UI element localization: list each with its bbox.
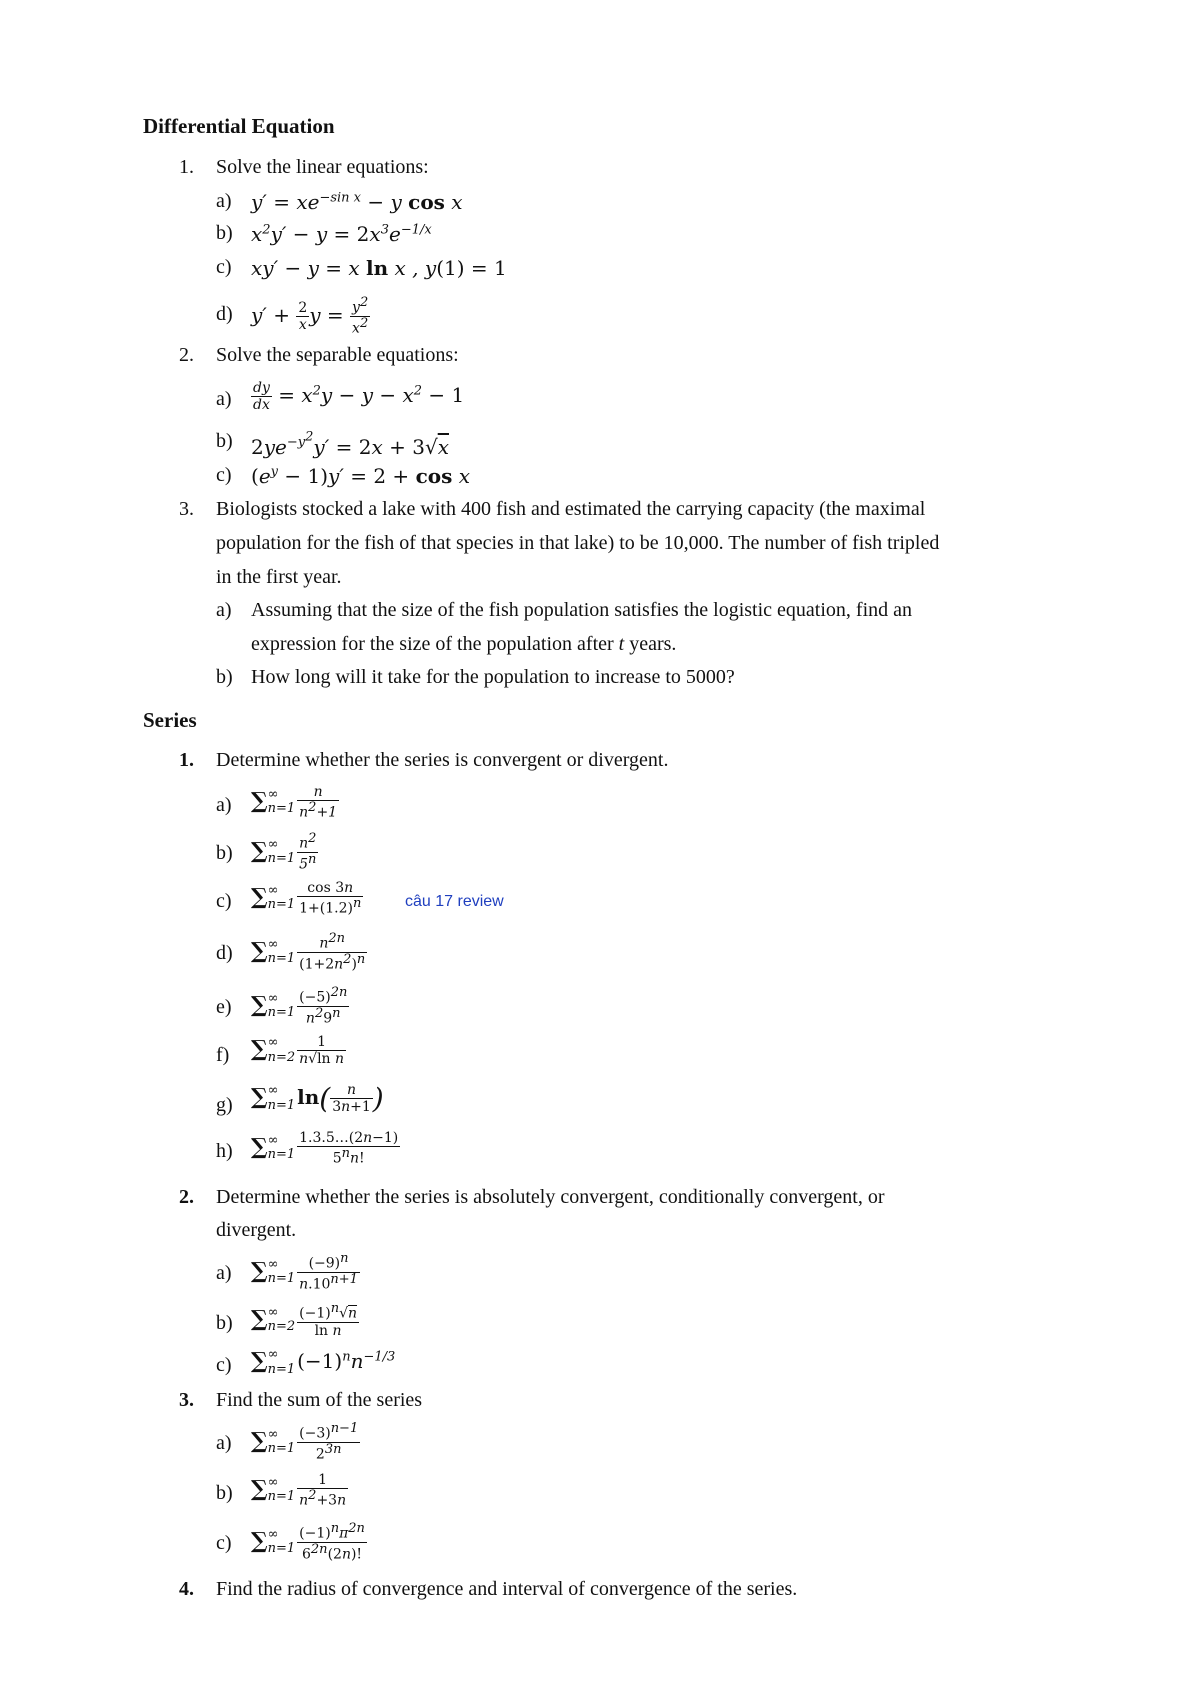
series-expression: ∑ ∞ n=1 $\frac{(-9)^n}{n.10^{n+1}}$ xyxy=(251,1251,358,1293)
series-expression: ∑ ∞ n=1 $(-1)^nn^{-1/3}$ xyxy=(251,1347,396,1377)
series-expression: ∑ ∞ n=1 $\frac{1.3.5\dots(2n-1)}{5^nn!}$ xyxy=(251,1130,399,1167)
equation: $x^2y' - y = 2x^3e^{-1/x}$ xyxy=(251,222,432,246)
series-expression: ∑ ∞ n=1 $\frac{n^2}{5^n}$ xyxy=(251,831,317,873)
section-title-series: Series xyxy=(143,708,197,732)
equation: $\frac{dy}{dx}$ = $x^2y - y - x^2 - 1$ xyxy=(253,380,465,414)
series-expression: ∑ ∞ n=2 $\frac{1}{\text{n√ln n}}$ xyxy=(251,1034,345,1068)
series-expression: ∑ ∞ n=1 $\frac{(-1)^n\pi^{2n}}{6^{2n}(2n)!}$ xyxy=(251,1521,365,1563)
handwritten-annotation: câu 17 review xyxy=(405,893,504,910)
document-page: Differential Equation 1. Solve the linear equations: a) $y' = xe^{-sin x} - y$ cos x b) $x^2y' - y = 2x^3e^{-1/x}$ c) xy′ − y = x ln x , y(1) = 1 d) y′ + $\frac{2}{x}$ y = $\frac{y^2}{x^2}$ 2. Solve the separable equations: a) $\frac{dy}{dx}$ = $x^2y - y - x^2 - 1$ b) $2ye^{-y^2}y' = 2x + 3√x$ c) $(e^y - 1)y' = 2 + \cos x$ 3. Biologists stocked a lake with 400 fish and estimated the carrying capacity (the maximal population for the fish of that species in that lake) to be 10,000. The number of fish tripled in the first year. a) Assuming that the size of the fish population satisfies the logistic equation, find an expression for the size of the population after t years. b) How long will it take for the population to increase to 5000? Series 1. Determine whether the series is convergent or divergent. a) ∑ ∞ n=1 $\frac{n}{n^2+1}$ b) ∑ ∞ n=1 $\frac{n^2}{5^n}$ c) ∑ ∞ n=1 $\frac{\cos 3n}{1+(1.2)^n}$ câu 17 review d) ∑ ∞ n=1 $\frac{n^{2n}}{(1+2n^2)^n}$ e) ∑ ∞ n=1 $\frac{(-5)^{2n}}{n^29^n}$ f) ∑ ∞ n=2 $\frac{1}{\text{n√ln n}}$ g) ∑ ∞ n=1 ln( $\frac{n}{3n+1}$ ) h) ∑ ∞ n=1 $\frac{1.3.5\dots(2n-1)}{5^nn!}$ 2. Determine whether the series is absolutely convergent, conditionally convergent, or divergent. a) ∑ ∞ n=1 $\frac{(-9)^n}{n.10^{n+1}}$ b) ∑ ∞ n=2 $\frac{(-1)^n√n}{\text{ln n}}$ c) ∑ ∞ n=1 $(-1)^nn^{-1/3}$ 3. Find the sum of the series a) ∑ ∞ n=1 $\frac{(-3)^{n-1}}{2^{3n}}$ b) ∑ ∞ n=1 $\frac{1}{n^2+3n}$ c) ∑ ∞ n=1 $\frac{(-1)^n\pi^{2n}}{6^{2n}(2n)!}$ 4. Find the radius of convergence and interval of convergence of the series. xyxy=(143,114,940,1600)
series-expression: ∑ ∞ n=2 $\frac{(-1)^n√n}{\text{ln n}}$ xyxy=(251,1301,358,1339)
equation: y′ + $\frac{2}{x}$ y = $\frac{y^2}{x^2}$ xyxy=(251,295,369,337)
section-title-differential-equation: Differential Equation xyxy=(143,114,335,138)
series-q2-line-2: divergent. xyxy=(216,1219,297,1241)
de-q3-part-a-line-2: expression for the size of the population after t years. xyxy=(251,633,677,655)
equation: $2ye^{-y^2}y' = 2x + 3√x$ xyxy=(251,430,449,459)
series-expression: ∑ ∞ n=1 ln( $\frac{n}{3n+1}$ ) xyxy=(251,1082,384,1116)
series-expression: ∑ ∞ n=1 $\frac{1}{n^2+3n}$ xyxy=(251,1472,347,1509)
de-q3-line-3: in the first year. xyxy=(216,566,342,588)
series-expression: ∑ ∞ n=1 $\frac{n}{n^2+1}$ xyxy=(251,784,338,821)
series-expression: ∑ ∞ n=1 $\frac{(-3)^{n-1}}{2^{3n}}$ xyxy=(251,1421,359,1463)
series-expression: ∑ ∞ n=1 $\frac{(-5)^{2n}}{n^29^n}$ xyxy=(251,985,348,1027)
series-expression: ∑ ∞ n=1 $\frac{n^{2n}}{(1+2n^2)^n}$ xyxy=(251,931,366,973)
de-q3-line-2: population for the fish of that species in that lake) to be 10,000. The number of fish tripled xyxy=(216,532,940,554)
equation: $y' = xe^{-sin x} - y$ cos x xyxy=(251,190,463,214)
series-expression: ∑ ∞ n=1 $\frac{\cos 3n}{1+(1.2)^n}$ xyxy=(251,880,362,917)
equation: $(e^y - 1)y' = 2 + \cos x$ xyxy=(251,464,470,488)
equation: xy′ − y = x ln x , y(1) = 1 xyxy=(251,256,507,280)
